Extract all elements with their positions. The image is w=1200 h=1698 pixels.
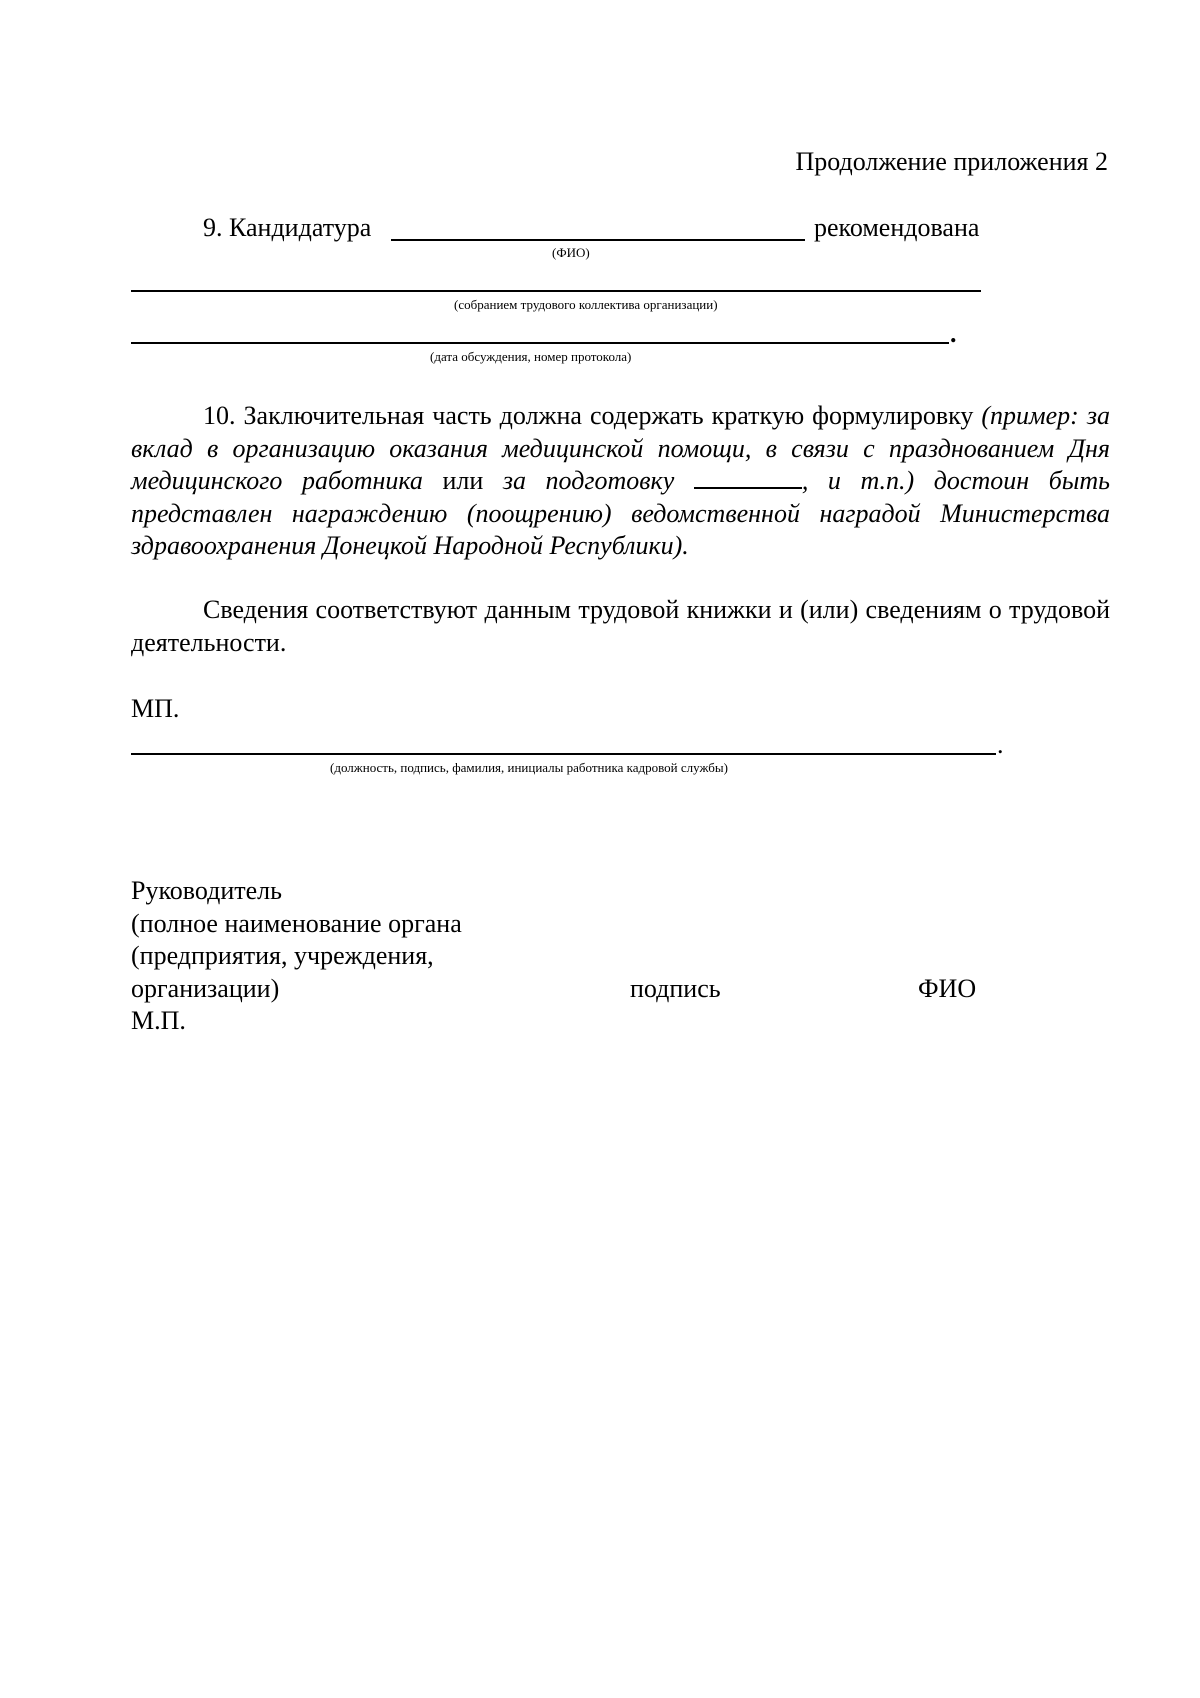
- candidacy-label: 9. Кандидатура: [203, 213, 372, 242]
- item10-paragraph: [131, 400, 1110, 563]
- head-org-line-3: организации): [131, 974, 280, 1003]
- date-line-period: .: [950, 319, 957, 348]
- meeting-caption: (собранием трудового коллектива организации): [454, 297, 718, 312]
- item10-example-1: (пример: за вклад в организацию оказания медицинской помощи, в связи с празднованием Дня медицинского работника: [131, 401, 1111, 495]
- head-org-line-1: (полное наименование органа: [131, 909, 462, 938]
- recommended-word: рекомендована: [814, 213, 980, 242]
- item10-example-2: за подготовку: [483, 466, 694, 495]
- hr-line-period: .: [997, 730, 1004, 759]
- item10-blank-line: [694, 465, 802, 489]
- item10-lead: 10. Заключительная часть должна содержать краткую формулировку: [203, 401, 982, 430]
- info-text: Сведения соответствуют данным трудовой книжки и (или) сведениям о трудовой деятельности.: [131, 595, 1110, 657]
- meeting-blank-line: [131, 290, 981, 292]
- item10-or: или: [442, 466, 484, 495]
- stamp-place-label: М.П.: [131, 1006, 186, 1035]
- date-blank-line: [131, 342, 949, 344]
- continuation-label: Продолжение приложения 2: [795, 147, 1108, 176]
- hr-blank-line: [131, 753, 996, 755]
- signature-label: подпись: [630, 974, 721, 1003]
- fio-blank-line: [391, 239, 805, 241]
- date-caption: (дата обсуждения, номер протокола): [430, 349, 632, 364]
- head-org-line-2: (предприятия, учреждения,: [131, 941, 434, 970]
- fio-caption: (ФИО): [552, 245, 590, 260]
- head-title: Руководитель: [131, 876, 282, 905]
- info-paragraph: [131, 594, 1110, 659]
- hr-caption: (должность, подпись, фамилия, инициалы работника кадровой службы): [330, 760, 728, 775]
- item10-example-3: , и т.п.) достоин быть представлен награждению (поощрению) ведомственной наградой Министерства здравоохранения Донецкой Народной Республики).: [131, 466, 1110, 560]
- fio-label: ФИО: [918, 974, 977, 1003]
- mp-label: МП.: [131, 694, 180, 723]
